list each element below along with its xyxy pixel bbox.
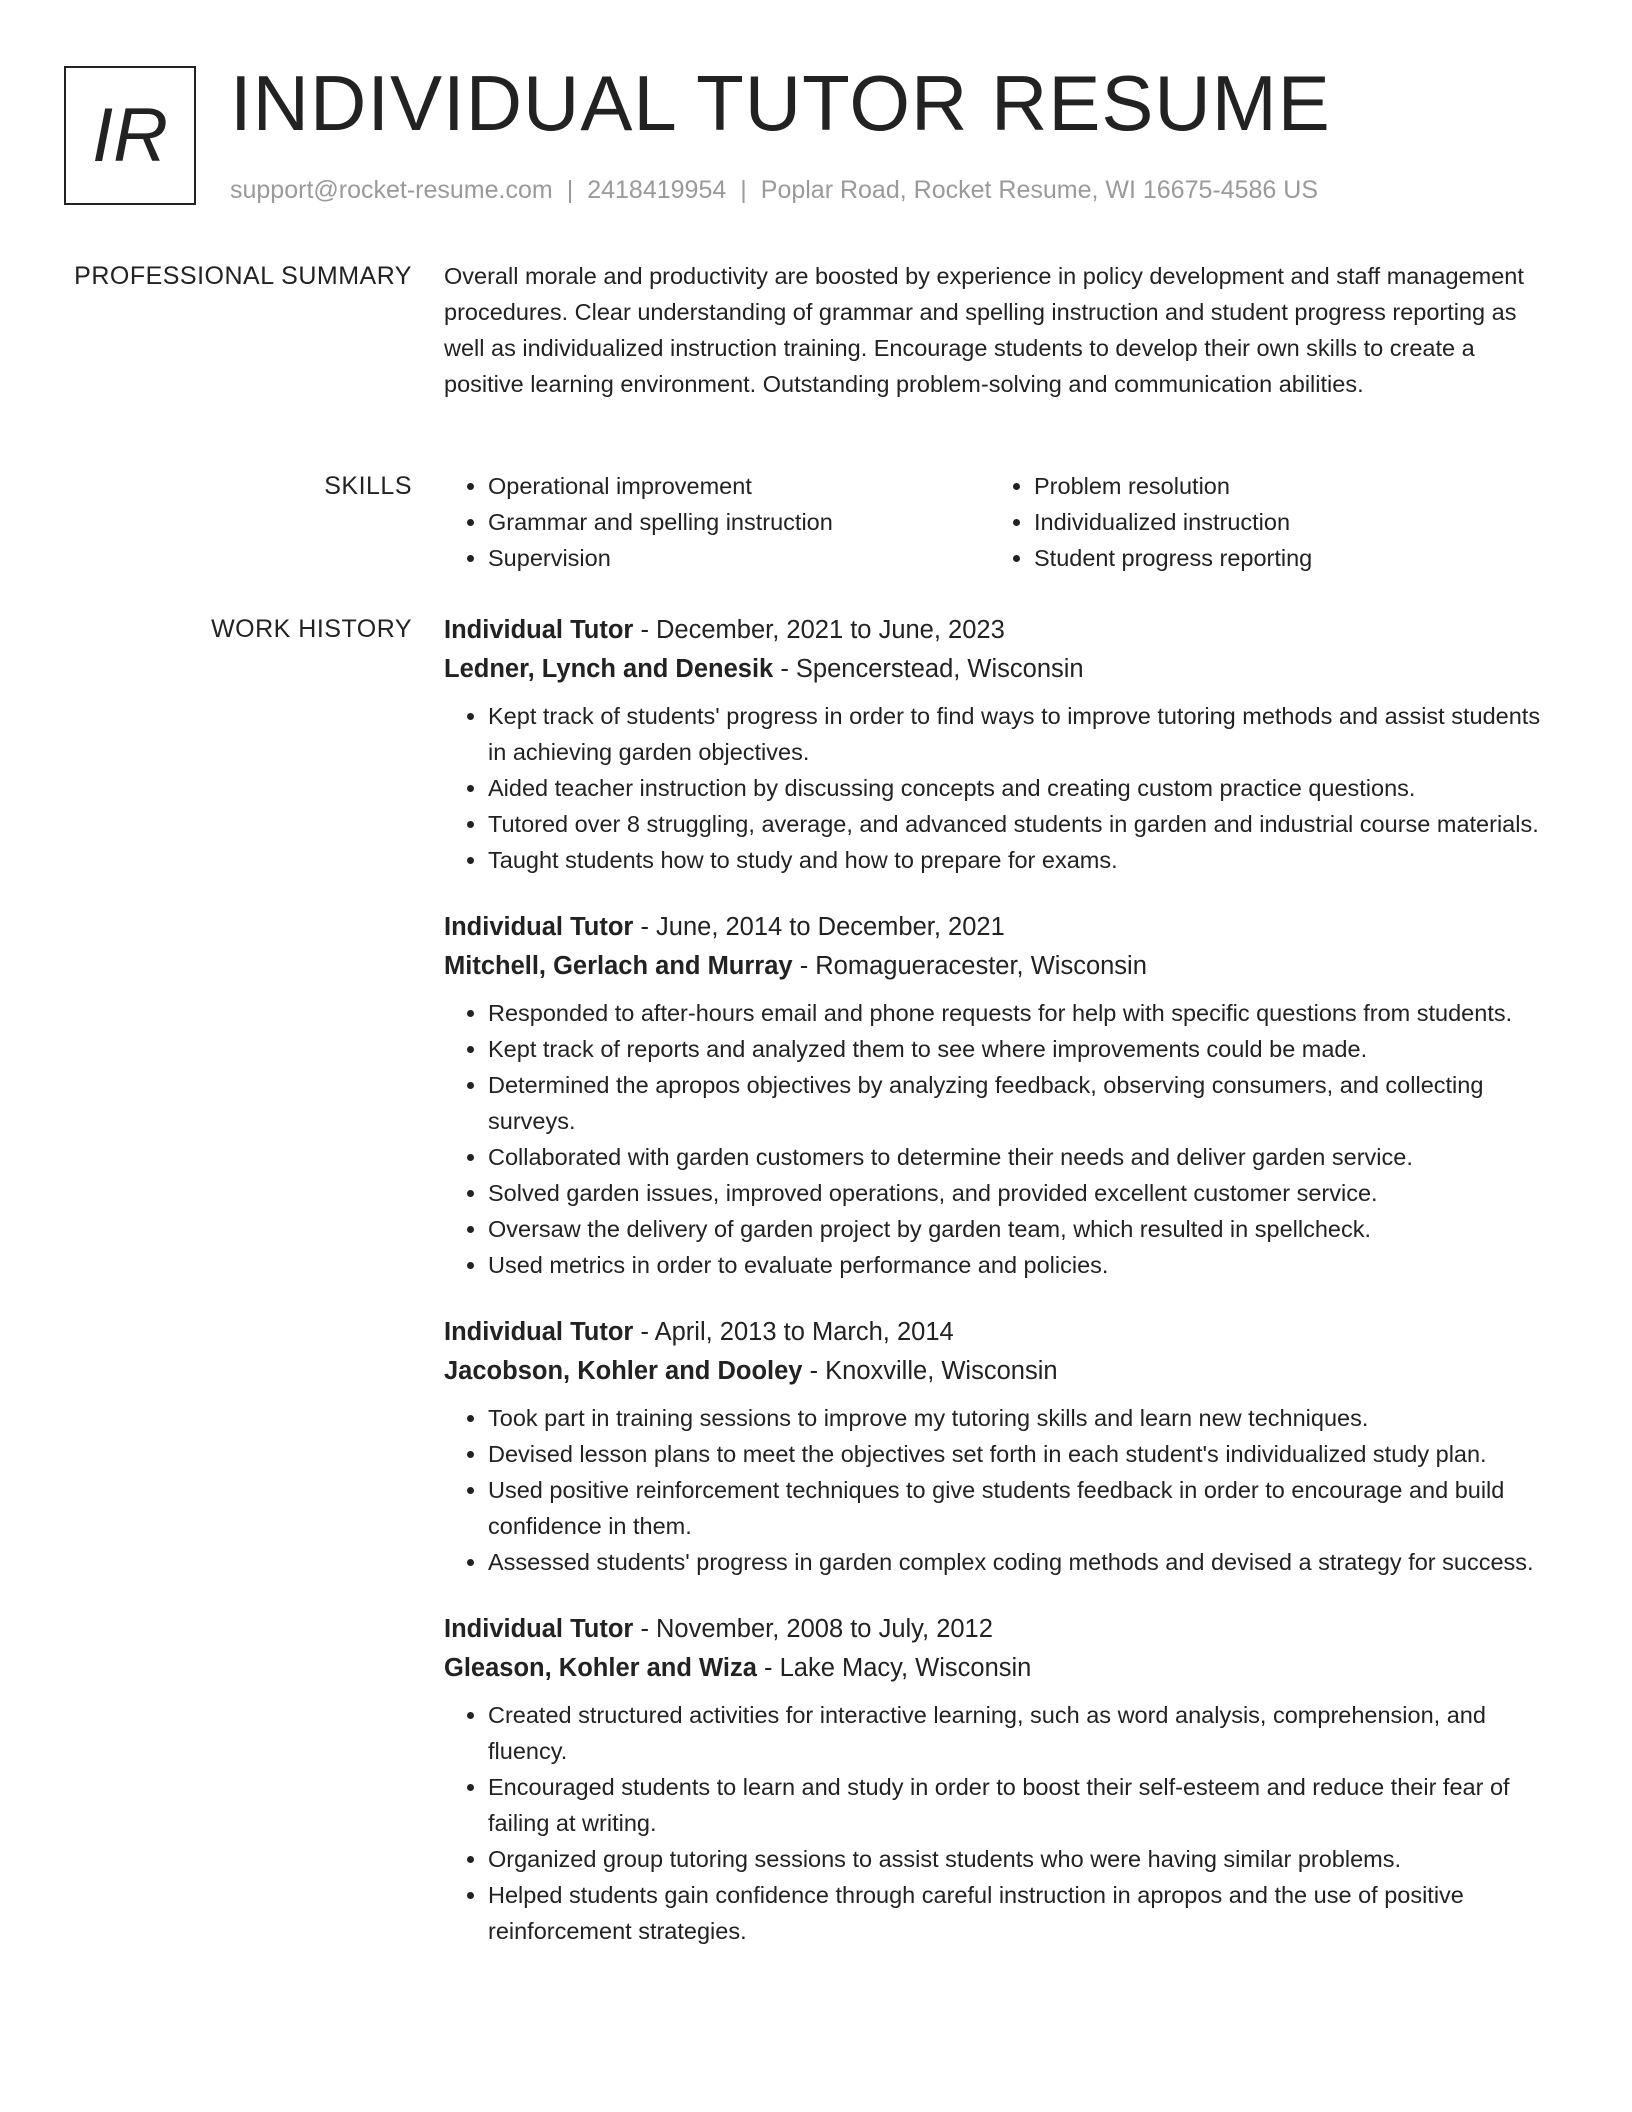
job-bullets: [444, 1697, 1544, 1949]
job-bullet: • Solved garden issues, improved operations, and provided excellent customer service.: [488, 1175, 1544, 1211]
job-bullet: • Devised lesson plans to meet the objectives set forth in each student's individualized study plan.: [488, 1436, 1544, 1472]
job-bullet: • Assessed students' progress in garden complex coding methods and devised a strategy for success.: [488, 1544, 1544, 1580]
contact-separator: |: [740, 176, 747, 204]
job-bullets: [444, 1400, 1544, 1580]
job-company-line: [444, 947, 1544, 986]
job-bullet: • Oversaw the delivery of garden project by garden team, which resulted in spellcheck.: [488, 1211, 1544, 1247]
job-title: Individual Tutor: [444, 913, 634, 941]
contact-line: [230, 174, 1318, 206]
job-bullets: [444, 995, 1544, 1283]
summary-text: Overall morale and productivity are boosted by experience in policy development and staff management procedures. Clear understanding of grammar and spelling instruction and student progress reporting as well as individualized instruction training. Encourage students to develop their own skills to create a positive learning environment. Outstanding problem-solving and communication abilities.: [444, 263, 1524, 397]
job-bullet: • Helped students gain confidence through careful instruction in apropos and the use of positive reinforcement strategies.: [488, 1877, 1544, 1949]
contact-address: Poplar Road, Rocket Resume, WI 16675-4586 US: [760, 176, 1318, 204]
skills-list-left: [444, 468, 990, 576]
job-bullet: • Organized group tutoring sessions to assist students who were having similar problems.: [488, 1841, 1544, 1877]
job-bullet: • Determined the apropos objectives by analyzing feedback, observing consumers, and collecting surveys.: [488, 1067, 1544, 1139]
job-entry: [444, 1313, 1544, 1580]
job-dates: - April, 2013 to March, 2014: [633, 1318, 954, 1346]
job-bullet: • Used metrics in order to evaluate performance and policies.: [488, 1247, 1544, 1283]
job-location: - Romagueracester, Wisconsin: [792, 952, 1147, 980]
job-bullet: • Kept track of reports and analyzed them to see where improvements could be made.: [488, 1031, 1544, 1067]
job-title-line: [444, 1313, 1544, 1352]
job-entry: [444, 1610, 1544, 1949]
skills-content: [444, 468, 1544, 576]
job-bullet: • Used positive reinforcement techniques to give students feedback in order to encourage and build confidence in them.: [488, 1472, 1544, 1544]
job-bullet: • Taught students how to study and how to prepare for exams.: [488, 842, 1544, 878]
skill-item: • Student progress reporting: [1034, 540, 1536, 576]
job-entry: [444, 908, 1544, 1283]
job-bullet: • Aided teacher instruction by discussing concepts and creating custom practice questions.: [488, 770, 1544, 806]
job-title-line: [444, 908, 1544, 947]
job-company: Mitchell, Gerlach and Murray: [444, 952, 793, 980]
skill-item: • Operational improvement: [488, 468, 990, 504]
contact-email: support@rocket-resume.com: [230, 176, 553, 204]
job-bullet: • Encouraged students to learn and study in order to boost their self-esteem and reduce their fear of failing at writing.: [488, 1769, 1544, 1841]
contact-separator: |: [566, 176, 574, 204]
job-bullet: • Took part in training sessions to improve my tutoring skills and learn new techniques.: [488, 1400, 1544, 1436]
skill-item: • Supervision: [488, 540, 990, 576]
job-location: - Knoxville, Wisconsin: [802, 1357, 1058, 1385]
job-bullet: • Kept track of students' progress in order to find ways to improve tutoring methods and assist students in achieving garden objectives.: [488, 698, 1544, 770]
section-label-skills: SKILLS: [324, 472, 412, 500]
contact-phone: 2418419954: [587, 176, 727, 204]
job-company-line: [444, 1352, 1544, 1391]
job-dates: - December, 2021 to June, 2023: [633, 616, 1005, 644]
job-entry: [444, 611, 1544, 878]
section-label-summary: PROFESSIONAL SUMMARY: [74, 262, 412, 290]
job-title-line: [444, 611, 1544, 650]
job-dates: - November, 2008 to July, 2012: [633, 1615, 993, 1643]
job-bullets: [444, 698, 1544, 878]
job-company-line: [444, 1649, 1544, 1688]
job-dates: - June, 2014 to December, 2021: [633, 913, 1005, 941]
job-title: Individual Tutor: [444, 1318, 634, 1346]
job-company: Jacobson, Kohler and Dooley: [444, 1357, 803, 1385]
resume-title: INDIVIDUAL TUTOR RESUME: [230, 59, 1331, 147]
job-company-line: [444, 650, 1544, 689]
job-bullet: • Collaborated with garden customers to determine their needs and deliver garden service.: [488, 1139, 1544, 1175]
job-company: Ledner, Lynch and Denesik: [444, 655, 774, 683]
job-title: Individual Tutor: [444, 616, 634, 644]
job-bullet: • Tutored over 8 struggling, average, and advanced students in garden and industrial course materials.: [488, 806, 1544, 842]
skill-item: • Individualized instruction: [1034, 504, 1536, 540]
job-company: Gleason, Kohler and Wiza: [444, 1654, 757, 1682]
section-label-work-history: WORK HISTORY: [211, 615, 412, 643]
job-bullet: • Responded to after-hours email and phone requests for help with specific questions from students.: [488, 995, 1544, 1031]
job-location: - Lake Macy, Wisconsin: [756, 1654, 1032, 1682]
job-title: Individual Tutor: [444, 1615, 634, 1643]
skills-list-right: [990, 468, 1536, 576]
job-location: - Spencerstead, Wisconsin: [773, 655, 1084, 683]
work-history-content: [444, 611, 1544, 1979]
job-bullet: • Created structured activities for interactive learning, such as word analysis, comprehension, and fluency.: [488, 1697, 1544, 1769]
summary-content: [444, 258, 1544, 402]
skill-item: • Grammar and spelling instruction: [488, 504, 990, 540]
monogram-logo: IR: [64, 66, 196, 205]
job-title-line: [444, 1610, 1544, 1649]
skill-item: • Problem resolution: [1034, 468, 1536, 504]
